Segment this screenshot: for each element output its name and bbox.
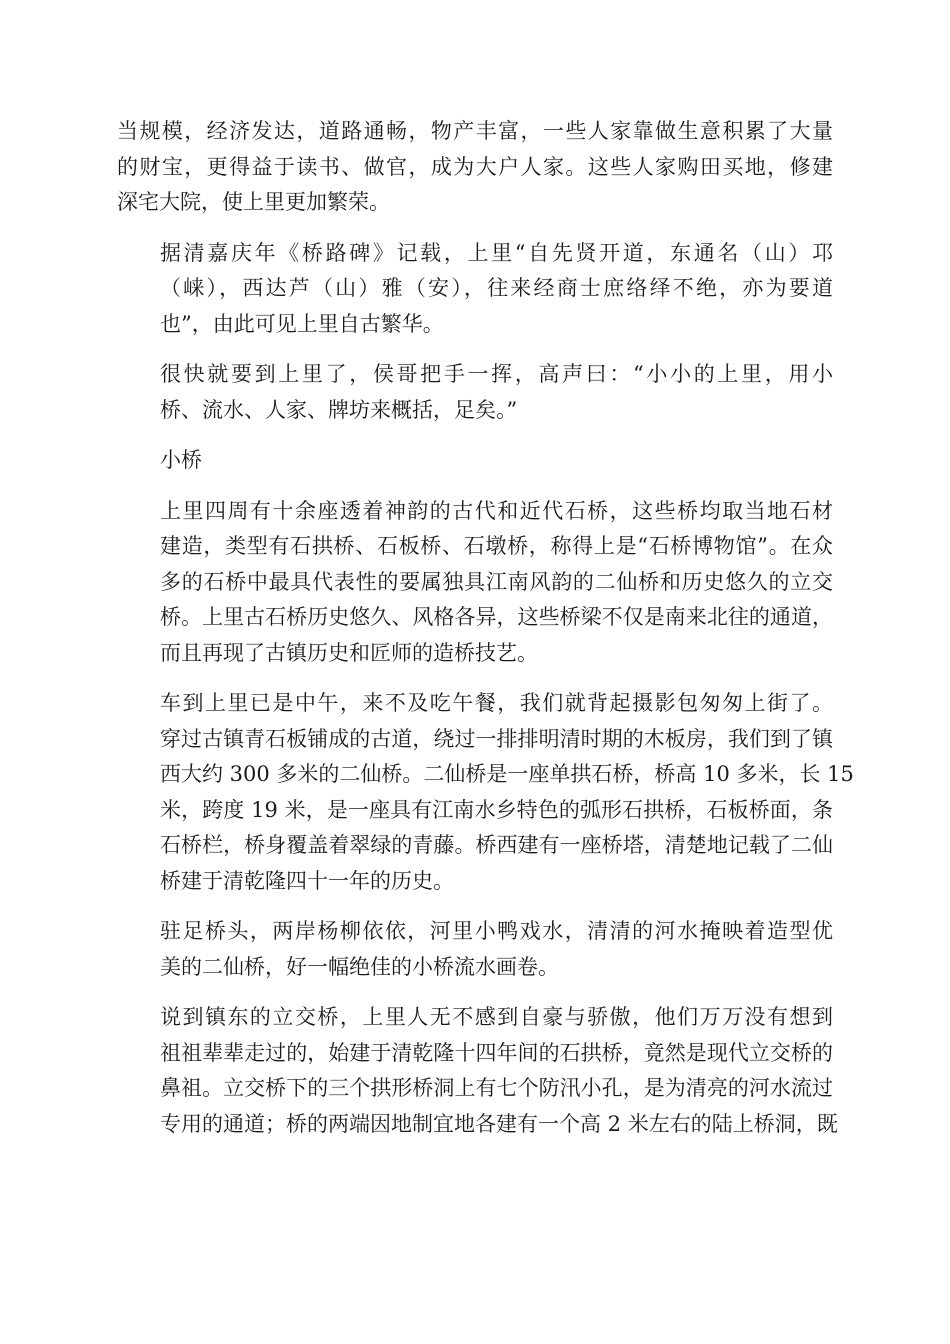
text-line: 而且再现了古镇历史和匠师的造桥技艺。 — [160, 640, 538, 665]
paragraph — [117, 494, 833, 672]
text-line: 当规模，经济发达，道路通畅，物产丰富，一些人家靠做生意积累了大量 — [117, 119, 833, 143]
text-line: 小桥 — [160, 448, 202, 472]
paragraph — [117, 236, 833, 343]
text-line: 美的二仙桥，好一幅绝佳的小桥流水画卷。 — [160, 954, 559, 979]
text-line: 很快就要到上里了，侯哥把手一挥，高声曰：“小小的上里，用小 — [160, 362, 833, 386]
text-line: 驻足桥头，两岸杨柳依依，河里小鸭戏水，清清的河水掩映着造型优 — [160, 919, 833, 943]
text-line: 也”，由此可见上里自古繁华。 — [160, 311, 444, 336]
document-body — [117, 114, 854, 1157]
text-line: 说到镇东的立交桥，上里人无不感到自豪与骄傲，他们万万没有想到 — [160, 1005, 833, 1029]
text-line: 米，跨度 19 米，是一座具有江南水乡特色的弧形石拱桥，石板桥面，条 — [160, 797, 833, 822]
paragraph — [117, 114, 833, 221]
text-line: 桥、流水、人家、牌坊来概括，足矣。” — [160, 397, 518, 422]
paragraph — [117, 686, 854, 899]
text-line: 深宅大院，使上里更加繁荣。 — [117, 190, 390, 214]
text-line: 上里四周有十余座透着神韵的古代和近代石桥，这些桥均取当地石材 — [160, 498, 833, 523]
text-line: 祖祖辈辈走过的，始建于清乾隆十四年间的石拱桥，竟然是现代立交桥的 — [160, 1040, 833, 1065]
text-line: 桥。上里古石桥历史悠久、风格各异，这些桥梁不仅是南来北往的通道， — [160, 605, 833, 629]
paragraph — [117, 443, 833, 479]
text-line: 车到上里已是中午，来不及吃午餐，我们就背起摄影包匆匆上街了。 — [160, 691, 833, 715]
text-line: 鼻祖。立交桥下的三个拱形桥洞上有七个防汛小孔，是为清亮的河水流过 — [160, 1076, 833, 1100]
text-line: 据清嘉庆年《桥路碑》记载，上里“自先贤开道，东通名（山）邛 — [160, 240, 833, 265]
text-line: 石桥栏，桥身覆盖着翠绿的青藤。桥西建有一座桥塔，清楚地记载了二仙 — [160, 833, 833, 857]
text-line: （崃），西达芦（山）雅（安），往来经商士庶络绎不绝，亦为要道 — [160, 276, 833, 300]
text-line: 建造，类型有石拱桥、石板桥、石墩桥，称得上是“石桥博物馆”。在众 — [160, 534, 833, 558]
text-line: 的财宝，更得益于读书、做官，成为大户人家。这些人家购田买地，修建 — [117, 154, 833, 179]
text-line: 专用的通道；桥的两端因地制宜地各建有一个高 2 米左右的陆上桥洞，既 — [160, 1111, 838, 1136]
paragraph — [117, 1000, 838, 1142]
text-line: 多的石桥中最具代表性的要属独具江南风韵的二仙桥和历史悠久的立交 — [160, 569, 833, 594]
text-line: 穿过古镇青石板铺成的古道，绕过一排排明清时期的木板房，我们到了镇 — [160, 726, 833, 751]
text-line: 西大约 300 多米的二仙桥。二仙桥是一座单拱石桥，桥高 10 多米，长 15 — [160, 762, 854, 786]
text-line: 桥建于清乾隆四十一年的历史。 — [160, 868, 454, 893]
paragraph — [117, 357, 833, 428]
paragraph — [117, 914, 833, 985]
